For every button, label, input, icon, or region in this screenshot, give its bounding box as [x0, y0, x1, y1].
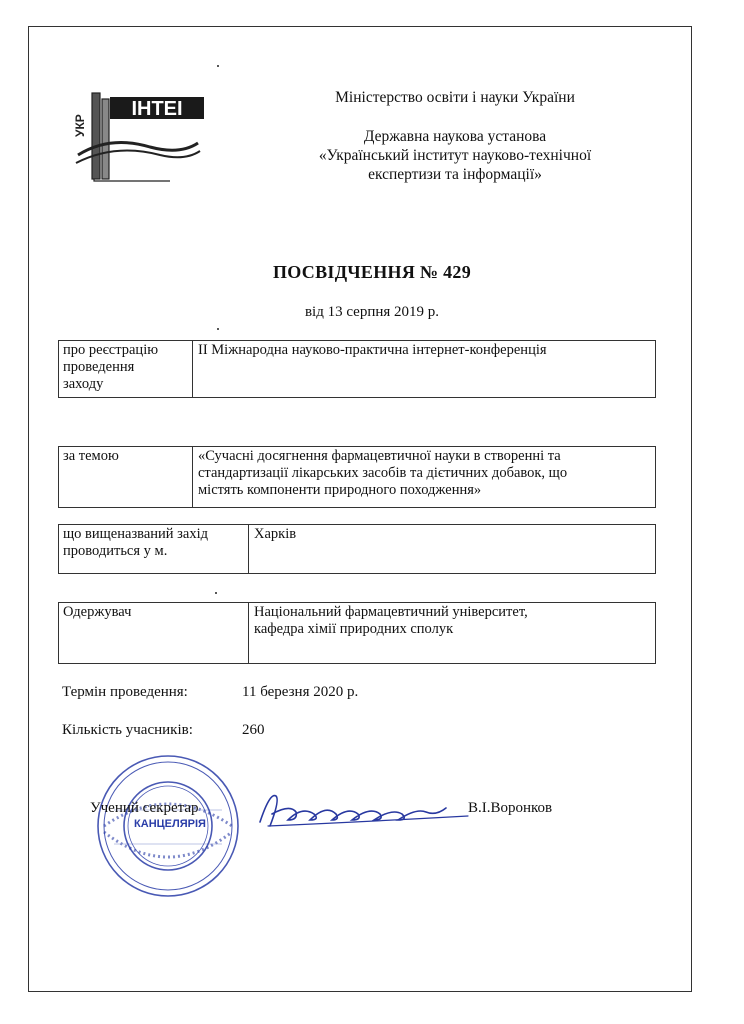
location-label-line: що вищеназваний захід [63, 526, 208, 542]
term-label: Термін проведення: [62, 684, 188, 700]
stamp-center-text: КАНЦЕЛЯРІЯ [134, 818, 206, 830]
signatory-role: Учений секретар [90, 800, 199, 816]
registration-label [59, 341, 193, 397]
term-value: 11 березня 2020 р. [242, 684, 359, 700]
institution-line3: експертизи та інформації» [368, 166, 542, 183]
recipient-label: Одержувач [59, 603, 249, 663]
recipient-value-line: Національний фармацевтичний університет, [254, 604, 528, 620]
signatory-name: В.І.Воронков [468, 800, 553, 816]
location-row [58, 524, 656, 574]
location-label-line: проводиться у м. [63, 543, 168, 559]
participants-value: 260 [242, 722, 265, 738]
topic-value-line: містять компоненти природного походження» [198, 482, 482, 498]
topic-label: за темою [59, 447, 193, 507]
certificate-date: від 13 серпня 2019 р. [304, 304, 440, 320]
recipient-value-line: кафедра хімії природних сполук [254, 621, 454, 637]
institution-line2: «Український інститут науково-технічної [318, 147, 592, 164]
svg-text:УКР: УКР [73, 114, 87, 137]
institute-logo [70, 85, 210, 185]
recipient-row [58, 602, 656, 664]
registration-value: ІІ Міжнародна науково-практична інтернет-конференція [198, 342, 547, 358]
topic-value-line: «Сучасні досягнення фармацевтичної науки в створенні та [198, 448, 561, 464]
ministry-name: Міністерство освіти і науки України [335, 89, 575, 106]
svg-text:ІНТЕІ: ІНТЕІ [131, 98, 183, 120]
topic-row [58, 446, 656, 508]
location-label [59, 525, 249, 573]
institution-line1: Державна наукова установа [363, 128, 547, 145]
topic-value [193, 447, 655, 507]
certificate-title: ПОСВІДЧЕННЯ № 429 [272, 262, 472, 282]
registration-label-line: про реєстрацію [63, 342, 159, 358]
registration-label-line: заходу [63, 376, 104, 392]
handwritten-signature [240, 786, 480, 834]
location-value: Харків [254, 526, 297, 542]
recipient-value [249, 603, 655, 663]
registration-label-line: проведення [63, 359, 135, 375]
participants-label: Кількість учасників: [62, 722, 193, 738]
topic-value-line: стандартизації лікарських засобів та дієтичних добавок, що [198, 465, 568, 481]
registration-row [58, 340, 656, 398]
